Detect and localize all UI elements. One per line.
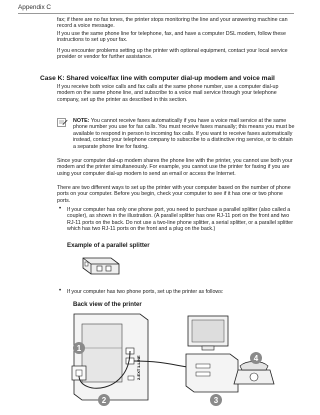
header-rule: [18, 13, 294, 14]
callout-4: [250, 352, 262, 364]
callout-1: [73, 342, 85, 354]
body-paragraph-1: Since your computer dial-up modem shares the phone line with the printer, you cannot use both your modem and the printer simultaneously. For example, you cannot use the printer for faxing if you are using your computer dial-up modem to send an email or access the Internet.: [57, 158, 293, 177]
callout-1-label: 1: [76, 344, 82, 353]
bullet-marker-1: •: [59, 206, 62, 212]
running-header: Appendix C: [18, 4, 52, 11]
callout-2-label: 2: [101, 396, 107, 405]
computer-image: [186, 316, 238, 392]
splitter-caption: Example of a parallel splitter: [67, 242, 150, 249]
callout-3: [210, 394, 222, 406]
note-text: You cannot receive faxes automatically if you have a voice mail service at the same phone number you use for fax calls. You must receive faxes manually; this means you must be available to respond in person to incoming fax calls. If you want to receive faxes automatically instead, contact your telephone company to subscribe to a distinctive ring service, or to obtain a separate phone line for faxing.: [73, 118, 295, 150]
bullet-item-2: If your computer has two phone ports, set up the printer as follows:: [67, 289, 224, 295]
ext-port: [126, 358, 134, 364]
note-label: NOTE:: [73, 118, 90, 124]
port-label-ext: 2-EXT: [136, 368, 141, 380]
callout-4-label: 4: [253, 354, 259, 363]
connection-diagram: [70, 308, 280, 406]
note-block: [73, 118, 296, 150]
printer-caption: Back view of the printer: [73, 301, 142, 308]
callout-2: [98, 394, 110, 406]
section-heading: Case K: Shared voice/fax line with computer dial-up modem and voice mail: [40, 75, 275, 82]
case-intro-paragraph: If you receive both voice calls and fax calls at the same phone number, use a computer dial-up modem on the same phone line, and subscribe to a voice mail service through your telephone company, set up the printer as described in this section.: [57, 84, 279, 103]
telephone-image: [234, 362, 274, 385]
bullet-marker-2: •: [59, 288, 62, 294]
body-paragraph-2: There are two different ways to set up the printer with your computer based on the number of phone ports on your computer. Before you begin, check your computer to see if it has one or two phone ports.: [57, 185, 291, 204]
port-label-line: 1-LINE: [136, 355, 141, 368]
intro-paragraph-2: If you use the same phone line for telephone, fax, and have a computer DSL modem, follow these instructions to set up your fax.: [57, 31, 286, 44]
bullet-item-1: If your computer has only one phone port, you need to purchase a parallel splitter (also called a coupler), as shown in the illustration. (A parallel splitter has one RJ-11 port on the front and two RJ-11 ports on the back. Do not use a two-line phone splitter, a serial splitter, or a parallel splitter which has two RJ-11 ports on the front and a plug on the back.): [67, 207, 294, 233]
intro-paragraph-3: If you encounter problems setting up the printer with optional equipment, contact your local service provider or vendor for further assistance.: [57, 48, 288, 61]
note-icon: [57, 118, 68, 127]
intro-paragraph-1: fax; if there are no fax tones, the printer stops monitoring the line and your answering machine can record a voice message.: [57, 17, 288, 30]
parallel-splitter-image: [77, 254, 127, 278]
callout-3-label: 3: [213, 396, 219, 405]
